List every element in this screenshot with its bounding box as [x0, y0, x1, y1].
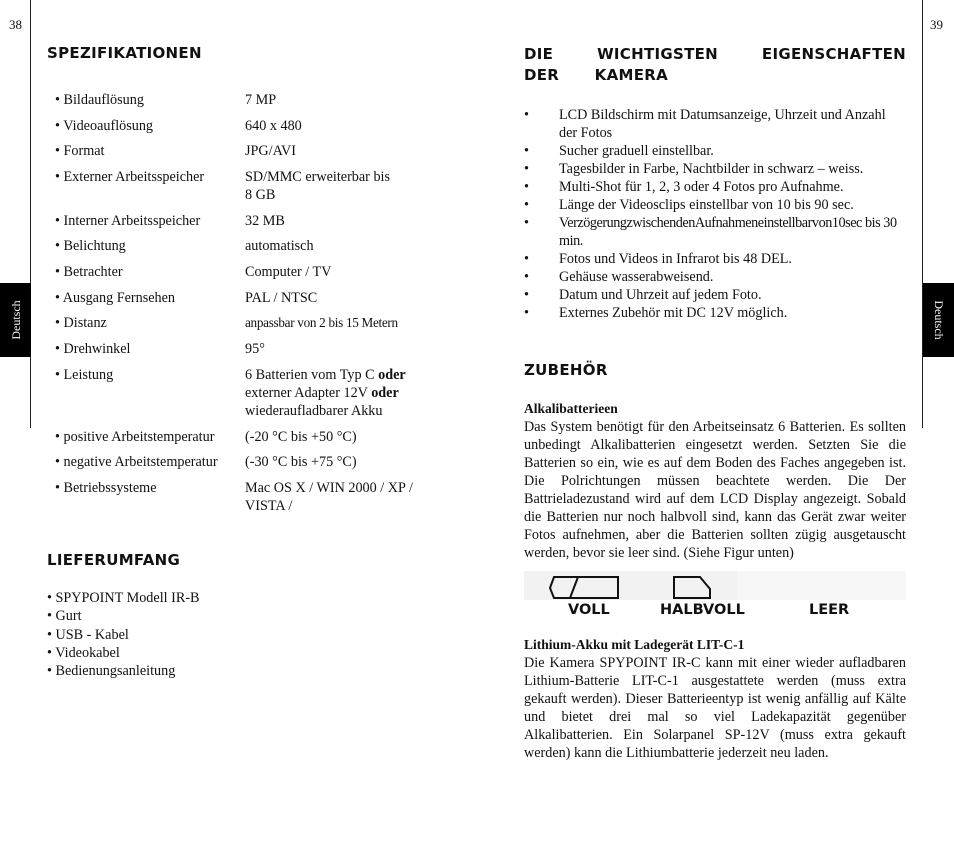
list-item: [524, 106, 906, 142]
spec-label: • Interner Arbeitsspeicher: [55, 213, 201, 229]
spec-label: • negative Arbeitstemperatur: [55, 454, 218, 470]
feature-text: Tagesbilder in Farbe, Nachtbilder in schwarz – weiss.: [559, 161, 864, 177]
bullet: •: [524, 179, 529, 195]
spec-value-emphasis: oder: [371, 385, 399, 401]
lithium-text: Die Kamera SPYPOINT IR-C kann mit einer wieder aufladbaren Lithium-Batterie LIT-C-1 ausgestattete werden (muss extra gekauft werden). Dieser Batterieentyp ist wenig anfällig auf Kälte und bietet drei mal so viel Ladekapazität gegenüber Alkalibatterien. Ein Solarpanel SP-12V (muss extra gekauft werden) kann die Lithiumbatterie jederzeit neu laden.: [524, 655, 906, 761]
spec-value: PAL / NTSC: [245, 290, 318, 306]
delivery-heading: LIEFERUMFANG: [47, 551, 181, 569]
spec-value: SD/MMC erweiterbar bis 8 GB: [245, 169, 391, 203]
spec-label: • Format: [55, 143, 105, 159]
list-item: • USB - Kabel: [47, 626, 129, 643]
language-tab-right: [923, 283, 954, 357]
battery-label-empty: LEER: [809, 602, 850, 618]
spec-value: (-30 °C bis +75 °C): [245, 454, 357, 470]
alkaline-text: Das System benötigt für den Arbeitseinsatz 6 Batterien. Es sollten unbedingt Alkalibatterien eingesetzt werden. Setzten Sie die Batterien so ein, wie es auf dem Boden des Faches angegeben ist. Die Polrichtungen müssen beachtete werden. Die Der Battrieladezustand wird auf dem LCD Display angezeigt. Sobald die Batterien nur noch halbvoll sind, kann das Gerät zwar weiter Fotos aufnehmen, aber die Batterien sollten zügig ausgetauscht werden, bevor sie leer sind. (Siehe Figur unten): [524, 419, 906, 561]
bullet: •: [524, 269, 529, 285]
alkaline-title: Alkalibatterieen: [524, 401, 618, 416]
feature-text: Externes Zubehör mit DC 12V möglich.: [559, 305, 788, 321]
spec-value: 7 MP: [245, 92, 277, 108]
spec-label: • Betriebssysteme: [55, 480, 157, 496]
list-item: [524, 286, 906, 304]
battery-full-icon: [548, 574, 622, 600]
spec-value-part: 6 Batterien vom Typ C: [245, 367, 379, 383]
feature-text: VerzögerungzwischendenAufnahmeneinstellbarvon10sec bis 30 min.: [559, 215, 897, 249]
spec-label: • positive Arbeitstemperatur: [55, 429, 215, 445]
spec-value: (-20 °C bis +50 °C): [245, 429, 357, 445]
list-item: [524, 160, 906, 178]
spec-value: Mac OS X / WIN 2000 / XP / VISTA /: [245, 480, 413, 514]
battery-half-icon: [670, 574, 714, 600]
spec-value: Computer / TV: [245, 264, 332, 280]
spec-value: JPG/AVI: [245, 143, 296, 159]
spec-label: • Belichtung: [55, 238, 126, 254]
spec-value-part: wiederaufladbarer Akku: [245, 403, 383, 419]
language-tab-left-label: Deutsch: [8, 300, 23, 340]
spec-value: 640 x 480: [245, 118, 302, 134]
feature-text: LCD Bildschirm mit Datumsanzeige, Uhrzeit und Anzahl der Fotos: [559, 107, 886, 141]
spec-value: automatisch: [245, 238, 314, 254]
spec-label: • Drehwinkel: [55, 341, 131, 357]
spec-value-part: externer Adapter 12V: [245, 385, 372, 401]
spec-label: • Distanz: [55, 315, 107, 331]
lithium-section: [524, 636, 906, 762]
spec-label: • Bildauflösung: [55, 92, 144, 108]
language-tab-left: [0, 283, 31, 357]
spec-heading: SPEZIFIKATIONEN: [47, 44, 202, 62]
list-item: [524, 268, 906, 286]
bullet: •: [524, 143, 529, 159]
battery-label-half: HALBVOLL: [660, 602, 745, 618]
delivery-list: [47, 589, 200, 680]
bullet: •: [524, 107, 529, 123]
battery-label-full: VOLL: [568, 602, 610, 618]
list-item: [524, 178, 906, 196]
feature-text: Gehäuse wasserabweisend.: [559, 269, 714, 285]
margin-rule-right: [922, 0, 923, 428]
lithium-title: Lithium-Akku mit Ladegerät LIT-C-1: [524, 637, 745, 652]
accessories-heading: ZUBEHÖR: [524, 361, 608, 379]
spec-label: • Videoauflösung: [55, 118, 154, 134]
features-list: [524, 106, 906, 322]
spec-value-emphasis: oder: [378, 367, 406, 383]
page-number-left: 38: [9, 17, 22, 32]
page-number-right: 39: [930, 17, 943, 32]
spec-value: [245, 366, 420, 420]
spec-label: • Leistung: [55, 367, 114, 383]
spec-value: 95°: [245, 341, 265, 357]
list-item: • SPYPOINT Modell IR-B: [47, 590, 200, 606]
bullet: •: [524, 161, 529, 177]
list-item: [524, 196, 906, 214]
feature-text: Länge der Videosclips einstellbar von 10 bis 90 sec.: [559, 197, 854, 213]
alkaline-section: [524, 400, 906, 562]
list-item: [524, 142, 906, 160]
spec-value: 32 MB: [245, 213, 285, 229]
bullet: •: [524, 197, 529, 213]
list-item: [524, 304, 906, 322]
list-item: • Gurt: [47, 608, 82, 625]
spec-label: • Betrachter: [55, 264, 123, 280]
bullet: •: [524, 305, 529, 321]
bullet: •: [524, 287, 529, 303]
bullet: •: [524, 251, 529, 267]
spec-value: anpassbar von 2 bis 15 Metern: [245, 315, 398, 330]
bullet: •: [524, 215, 529, 231]
feature-text: Fotos und Videos in Infrarot bis 48 DEL.: [559, 251, 792, 267]
battery-empty-area: [737, 571, 906, 600]
margin-rule-left: [30, 0, 31, 428]
language-tab-right-label: Deutsch: [931, 300, 946, 340]
list-item: [524, 250, 906, 268]
spec-label: • Ausgang Fernsehen: [55, 290, 176, 306]
feature-text: Multi-Shot für 1, 2, 3 oder 4 Fotos pro Aufnahme.: [559, 179, 844, 195]
list-item: • Bedienungsanleitung: [47, 663, 176, 680]
list-item: • Videokabel: [47, 644, 120, 661]
list-item: [524, 214, 906, 250]
features-heading: DIE WICHTIGSTEN EIGENSCHAFTEN DER KAMERA: [524, 45, 906, 84]
spec-label: • Externer Arbeitsspeicher: [55, 169, 205, 185]
feature-text: Sucher graduell einstellbar.: [559, 143, 714, 159]
feature-text: Datum und Uhrzeit auf jedem Foto.: [559, 287, 762, 303]
